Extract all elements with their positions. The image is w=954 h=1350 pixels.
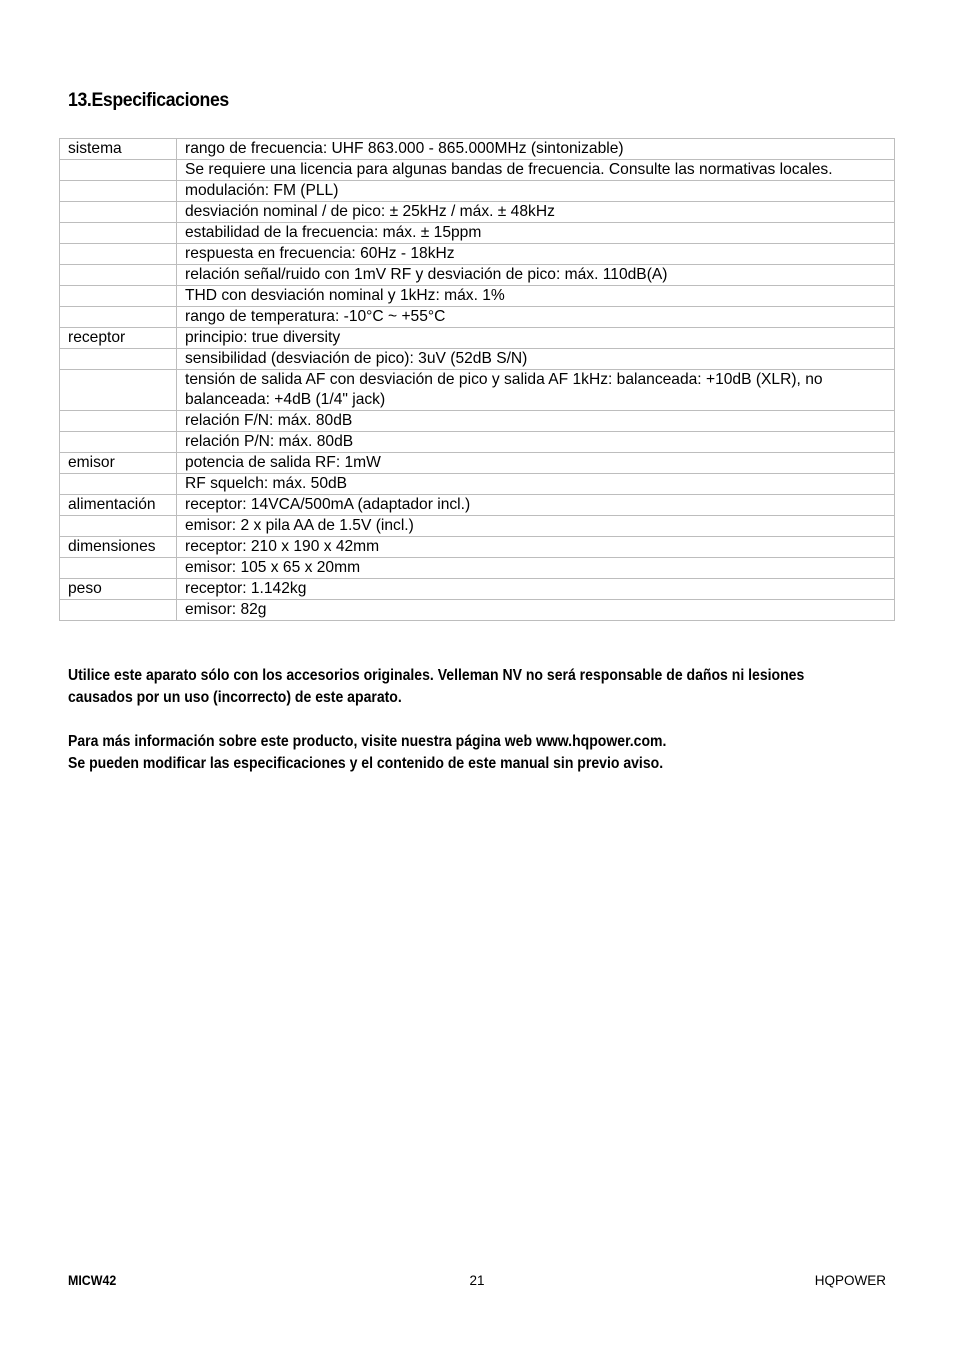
table-row xyxy=(60,579,895,600)
spec-value-cell: RF squelch: máx. 50dB xyxy=(177,474,895,495)
specifications-table-body xyxy=(60,139,895,621)
spec-value-cell: emisor: 82g xyxy=(177,600,895,621)
spec-value-cell: principio: true diversity xyxy=(177,328,895,349)
spec-category-cell: sistema xyxy=(60,139,177,160)
spec-category-cell xyxy=(60,265,177,286)
table-row xyxy=(60,453,895,474)
spec-value-cell: receptor: 210 x 190 x 42mm xyxy=(177,537,895,558)
page-title: 13.Especificaciones xyxy=(68,90,229,111)
spec-category-cell xyxy=(60,307,177,328)
table-row xyxy=(60,516,895,537)
table-row xyxy=(60,139,895,160)
spec-value-cell: Se requiere una licencia para algunas bandas de frecuencia. Consulte las normativas locales. xyxy=(177,160,895,181)
table-row xyxy=(60,307,895,328)
table-row xyxy=(60,202,895,223)
info-note xyxy=(68,731,860,775)
spec-category-cell xyxy=(60,600,177,621)
spec-value-cell: modulación: FM (PLL) xyxy=(177,181,895,202)
spec-value-cell: desviación nominal / de pico: ± 25kHz / máx. ± 48kHz xyxy=(177,202,895,223)
table-row xyxy=(60,349,895,370)
spec-category-cell: dimensiones xyxy=(60,537,177,558)
spec-category-cell xyxy=(60,432,177,453)
spec-value-cell: estabilidad de la frecuencia: máx. ± 15ppm xyxy=(177,223,895,244)
table-row xyxy=(60,328,895,349)
spec-value-cell: receptor: 14VCA/500mA (adaptador incl.) xyxy=(177,495,895,516)
spec-category-cell xyxy=(60,244,177,265)
table-row xyxy=(60,160,895,181)
spec-category-cell xyxy=(60,160,177,181)
table-row xyxy=(60,411,895,432)
spec-category-cell xyxy=(60,223,177,244)
footer-model: MICW42 xyxy=(68,1273,117,1288)
spec-category-cell xyxy=(60,411,177,432)
spec-value-cell: relación P/N: máx. 80dB xyxy=(177,432,895,453)
more-info-text: Para más información sobre este producto, visite nuestra página web www.hqpower.com. xyxy=(68,733,667,750)
spec-value-cell: tensión de salida AF con desviación de pico y salida AF 1kHz: balanceada: +10dB (XLR), no balanceada: +4dB (1/4" jack) xyxy=(177,370,895,411)
table-row xyxy=(60,286,895,307)
spec-value-cell: rango de temperatura: -10°C ~ +55°C xyxy=(177,307,895,328)
spec-category-cell xyxy=(60,286,177,307)
spec-value-cell: relación señal/ruido con 1mV RF y desviación de pico: máx. 110dB(A) xyxy=(177,265,895,286)
specifications-table xyxy=(59,138,895,621)
table-row xyxy=(60,181,895,202)
table-row xyxy=(60,474,895,495)
table-row xyxy=(60,265,895,286)
spec-category-cell xyxy=(60,202,177,223)
spec-value-cell: sensibilidad (desviación de pico): 3uV (52dB S/N) xyxy=(177,349,895,370)
spec-category-cell xyxy=(60,474,177,495)
spec-value-cell: relación F/N: máx. 80dB xyxy=(177,411,895,432)
disclaimer-text: Se pueden modificar las especificaciones y el contenido de este manual sin previo aviso. xyxy=(68,755,664,772)
spec-value-cell: rango de frecuencia: UHF 863.000 - 865.000MHz (sintonizable) xyxy=(177,139,895,160)
spec-category-cell: alimentación xyxy=(60,495,177,516)
table-row xyxy=(60,558,895,579)
spec-category-cell xyxy=(60,181,177,202)
spec-category-cell: receptor xyxy=(60,328,177,349)
spec-category-cell xyxy=(60,558,177,579)
spec-value-cell: potencia de salida RF: 1mW xyxy=(177,453,895,474)
spec-category-cell: emisor xyxy=(60,453,177,474)
spec-value-cell: respuesta en frecuencia: 60Hz - 18kHz xyxy=(177,244,895,265)
spec-category-cell xyxy=(60,349,177,370)
table-row xyxy=(60,223,895,244)
spec-category-cell xyxy=(60,370,177,411)
spec-value-cell: receptor: 1.142kg xyxy=(177,579,895,600)
table-row xyxy=(60,537,895,558)
footer-brand: HQPOWER xyxy=(814,1273,886,1288)
spec-value-cell: emisor: 105 x 65 x 20mm xyxy=(177,558,895,579)
spec-category-cell xyxy=(60,516,177,537)
table-row xyxy=(60,370,895,411)
accessories-note: Utilice este aparato sólo con los accesorios originales. Velleman NV no será responsable de daños ni lesiones causados por un uso (incorrecto) de este aparato. xyxy=(68,667,805,706)
table-row xyxy=(60,495,895,516)
footer-page-number: 21 xyxy=(469,1273,485,1288)
spec-value-cell: THD con desviación nominal y 1kHz: máx. 1% xyxy=(177,286,895,307)
table-row xyxy=(60,244,895,265)
table-row xyxy=(60,432,895,453)
table-row xyxy=(60,600,895,621)
spec-value-cell: emisor: 2 x pila AA de 1.5V (incl.) xyxy=(177,516,895,537)
spec-category-cell: peso xyxy=(60,579,177,600)
